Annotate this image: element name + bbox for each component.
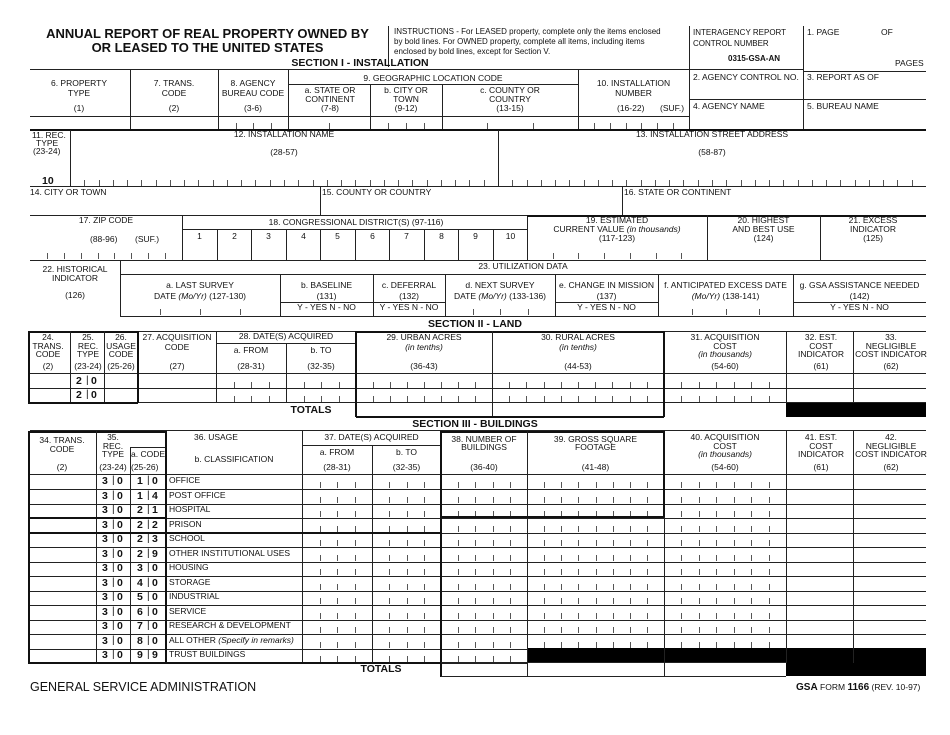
anticipated-excess-label[interactable]: f. ANTICIPATED EXCESS DATE: [664, 280, 787, 290]
estimated-value-label[interactable]: 19. ESTIMATED: [585, 215, 649, 225]
usage-classification: SERVICE: [169, 606, 207, 616]
usage-code: 2: [137, 533, 143, 545]
district-number: 8: [439, 231, 444, 241]
usage-code: 5: [137, 591, 143, 603]
usage-code: 8: [137, 635, 143, 647]
usage-code: 1: [137, 490, 143, 502]
usage-code: 2: [137, 548, 143, 560]
bldg-rec-type: 3: [102, 620, 108, 632]
agency-bureau-code-label: 8. AGENCY: [230, 78, 276, 88]
acquisition-cost-col31: 31. ACQUISITION: [690, 332, 760, 342]
land-totals-label: TOTALS: [290, 404, 332, 416]
number-buildings-col38: 38. NUMBER OF: [451, 434, 517, 444]
usage-code: 7: [137, 620, 143, 632]
usage-classification: HOSPITAL: [169, 504, 211, 514]
est-cost-col41: 41. EST.: [804, 432, 838, 442]
of-label: OF: [881, 27, 893, 37]
bldg-rec-type: 0: [117, 519, 123, 531]
bldg-rec-type: 0: [117, 620, 123, 632]
district-number: 10: [505, 231, 516, 241]
district-number: 3: [266, 231, 271, 241]
usage-code: 2: [137, 504, 143, 516]
last-survey-label[interactable]: a. LAST SURVEY: [166, 280, 234, 290]
footer-agency: GENERAL SERVICE ADMINISTRATION: [30, 680, 257, 694]
bldg-rec-type: 0: [117, 635, 123, 647]
bldg-rec-type: 0: [117, 577, 123, 589]
instructions-line3: enclosed by bold lines, except for Section V.: [394, 47, 551, 56]
district-number: 1: [197, 231, 202, 241]
county-or-country-label[interactable]: 15. COUNTY OR COUNTRY: [322, 187, 432, 197]
bldg-rec-type: 3: [102, 606, 108, 618]
usage-code: 6: [137, 606, 143, 618]
trans-code-col24: 24.: [42, 332, 54, 342]
bldg-rec-type: 0: [117, 649, 123, 661]
trans-code-label: 7. TRANS.: [153, 78, 195, 88]
change-in-mission-label[interactable]: e. CHANGE IN MISSION: [559, 280, 654, 290]
buildings-totals-label: TOTALS: [360, 663, 402, 675]
interagency-label1: INTERAGENCY REPORT: [693, 28, 787, 37]
bldg-rec-type: 3: [102, 562, 108, 574]
bldg-rec-type: 0: [117, 504, 123, 516]
next-survey-label[interactable]: d. NEXT SURVEY: [465, 280, 535, 290]
page-label[interactable]: 1. PAGE: [807, 27, 840, 37]
bldg-rec-type: 3: [102, 635, 108, 647]
zip-code-label[interactable]: 17. ZIP CODE: [78, 215, 134, 225]
bldg-rec-type: 3: [102, 577, 108, 589]
usage-code: 0: [152, 591, 158, 603]
district-number: 7: [404, 231, 409, 241]
usage-classification: SCHOOL: [169, 533, 205, 543]
bldg-rec-type: 3: [102, 519, 108, 531]
highest-use-label[interactable]: 20. HIGHEST: [737, 215, 790, 225]
usage-col36: 36. USAGE: [194, 432, 238, 442]
bldg-rec-type: 3: [102, 504, 108, 516]
agency-name[interactable]: 4. AGENCY NAME: [693, 101, 765, 111]
form-title-line2: OR LEASED TO THE UNITED STATES: [91, 40, 324, 55]
land-rec-type: 0: [91, 375, 97, 387]
section1-title: SECTION I - INSTALLATION: [291, 57, 429, 69]
excess-indicator-label[interactable]: 21. EXCESS: [848, 215, 898, 225]
street-address-label[interactable]: 13. INSTALLATION STREET ADDRESS: [635, 129, 789, 139]
installation-name-label[interactable]: 12. INSTALLATION NAME: [233, 129, 335, 139]
usage-classification: RESEARCH & DEVELOPMENT: [169, 620, 291, 630]
instructions-line1: INSTRUCTIONS - For LEASED property, complete only the items enclosed: [394, 27, 661, 36]
bldg-rec-type: 3: [102, 548, 108, 560]
bldg-rec-type: 0: [117, 591, 123, 603]
dates-acquired-col28: 28. DATE(S) ACQUIRED: [238, 331, 334, 341]
bldg-rec-type: 3: [102, 533, 108, 545]
usage-code-col26: 26.: [115, 332, 127, 342]
usage-code: 9: [137, 649, 143, 661]
usage-classification: STORAGE: [169, 577, 211, 587]
pages-label: PAGES: [895, 58, 924, 68]
utilization-data-label: 23. UTILIZATION DATA: [478, 261, 568, 271]
bldg-rec-type: 0: [117, 548, 123, 560]
district-number: 2: [232, 231, 237, 241]
bldg-rec-type: 0: [117, 606, 123, 618]
rec-type-col25: 25.: [82, 332, 94, 342]
usage-classification: PRISON: [169, 519, 202, 529]
usage-classification: ALL OTHER (Specify in remarks): [169, 635, 294, 645]
form-title-line1: ANNUAL REPORT OF REAL PROPERTY OWNED BY: [46, 26, 369, 41]
installation-number-label: 10. INSTALLATION: [596, 78, 671, 88]
historical-indicator-label[interactable]: 22. HISTORICAL: [42, 264, 108, 274]
congressional-districts-label[interactable]: 18. CONGRESSIONAL DISTRICT(S) (97-116): [268, 217, 444, 227]
usage-code: 0: [152, 620, 158, 632]
usage-code: 3: [152, 533, 158, 545]
geo-location-title: 9. GEOGRAPHIC LOCATION CODE: [363, 73, 503, 83]
land-rec-type: 2: [76, 389, 82, 401]
bldg-rec-type: 3: [102, 490, 108, 502]
usage-classification: HOUSING: [169, 562, 209, 572]
usage-code: 0: [152, 577, 158, 589]
dates-acquired-col37: 37. DATE(S) ACQUIRED: [324, 432, 419, 442]
usage-code: 4: [152, 490, 158, 502]
bldg-rec-type: 0: [117, 533, 123, 545]
bldg-rec-type: 3: [102, 591, 108, 603]
form-id: GSA FORM 1166 (REV. 10-97): [796, 682, 921, 693]
usage-code: 1: [137, 475, 143, 487]
urban-acres-col29: 29. URBAN ACRES: [386, 332, 462, 342]
section3-title: SECTION III - BUILDINGS: [412, 418, 538, 430]
usage-code: 0: [152, 562, 158, 574]
usage-classification: OTHER INSTITUTIONAL USES: [169, 548, 291, 558]
district-number: 6: [370, 231, 375, 241]
report-as-of[interactable]: 3. REPORT AS OF: [807, 72, 879, 82]
acquisition-code-col27: 27. ACQUISITION: [142, 332, 212, 342]
usage-code: 9: [152, 548, 158, 560]
agency-control-no[interactable]: 2. AGENCY CONTROL NO.: [693, 72, 799, 82]
land-rec-type: 2: [76, 375, 82, 387]
trans-code-col34: 34. TRANS.: [39, 435, 85, 445]
instructions-line2: by bold lines. For OWNED property, complete all items, including items: [394, 37, 645, 46]
gsa-assistance-label[interactable]: g. GSA ASSISTANCE NEEDED: [799, 280, 920, 290]
usage-code: 0: [152, 475, 158, 487]
usage-classification: POST OFFICE: [169, 490, 226, 500]
land-rec-type: 0: [91, 389, 97, 401]
rec-type-label: 11. REC.: [32, 130, 66, 140]
usage-code: 3: [137, 562, 143, 574]
usage-code: 2: [152, 519, 158, 531]
rural-acres-col30: 30. RURAL ACRES: [541, 332, 615, 342]
district-number: 5: [335, 231, 340, 241]
negligible-cost-col33: 33.: [885, 332, 897, 342]
usage-code: 4: [137, 577, 143, 589]
negligible-cost-col42: 42.: [885, 432, 897, 442]
usage-code: 1: [152, 504, 158, 516]
rec-type-col35: 35.: [107, 432, 119, 442]
control-number: 0315-GSA-AN: [728, 54, 781, 63]
deferral-label[interactable]: c. DEFERRAL: [381, 280, 437, 290]
bldg-rec-type: 0: [117, 475, 123, 487]
section2-title: SECTION II - LAND: [428, 318, 522, 330]
bldg-rec-type: 0: [117, 562, 123, 574]
bureau-name[interactable]: 5. BUREAU NAME: [807, 101, 879, 111]
acquisition-cost-col40: 40. ACQUISITION: [690, 432, 760, 442]
rec-type-value: 10: [42, 175, 54, 187]
interagency-label2: CONTROL NUMBER: [693, 39, 769, 48]
est-cost-col32: 32. EST.: [804, 332, 838, 342]
district-number: 9: [473, 231, 478, 241]
usage-code: 9: [152, 649, 158, 661]
baseline-label[interactable]: b. BASELINE: [300, 280, 353, 290]
property-type-label: 6. PROPERTY: [50, 78, 108, 88]
bldg-rec-type: 0: [117, 490, 123, 502]
usage-classification: OFFICE: [169, 475, 201, 485]
usage-code: 0: [152, 635, 158, 647]
bldg-rec-type: 3: [102, 649, 108, 661]
usage-classification: TRUST BUILDINGS: [169, 649, 246, 659]
gross-sq-footage-col39: 39. GROSS SQUARE: [553, 434, 638, 444]
usage-classification: INDUSTRIAL: [169, 591, 220, 601]
bldg-rec-type: 3: [102, 475, 108, 487]
usage-code: 2: [137, 519, 143, 531]
district-number: 4: [301, 231, 306, 241]
city-or-town-label[interactable]: 14. CITY OR TOWN: [30, 187, 107, 197]
usage-code: 0: [152, 606, 158, 618]
state-or-continent-label[interactable]: 16. STATE OR CONTINENT: [624, 187, 732, 197]
